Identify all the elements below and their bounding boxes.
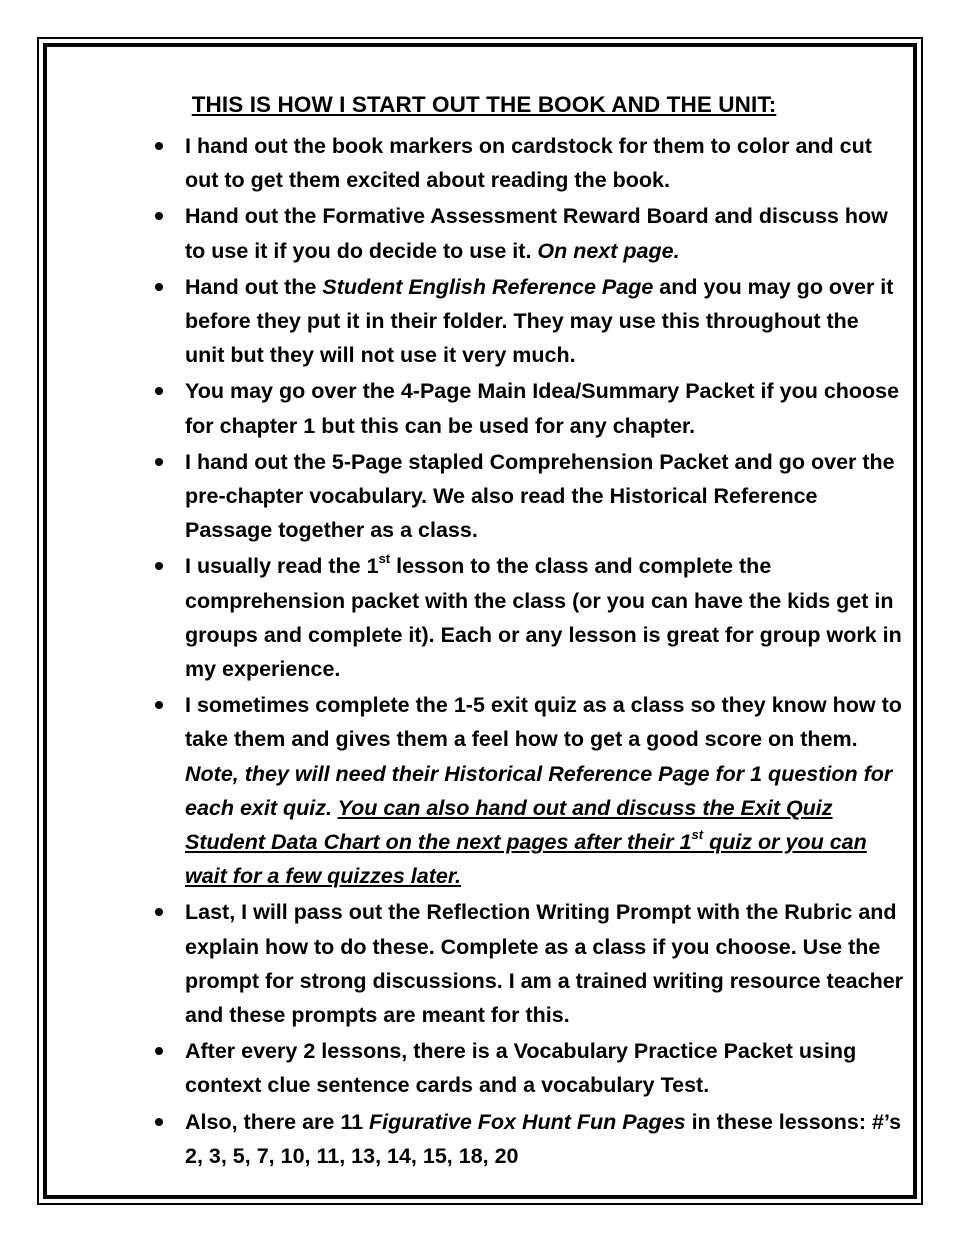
list-item-reward-board: Hand out the Formative Assessment Reward Board and discuss how to use it if you do decide to use it. On next page. — [64, 199, 904, 267]
list-item-summary-packet: You may go over the 4-Page Main Idea/Summary Packet if you choose for chapter 1 but this can be used for any chapter. — [64, 374, 904, 442]
document-body — [64, 92, 904, 1175]
instruction-list — [64, 129, 904, 1173]
list-item-comprehension-packet: I hand out the 5-Page stapled Comprehension Packet and go over the pre-chapter vocabulary. We also read the Historical Reference Passage together as a class. — [64, 445, 904, 548]
list-item-vocabulary-packet: After every 2 lessons, there is a Vocabulary Practice Packet using context clue sentence cards and a vocabulary Test. — [64, 1034, 904, 1102]
list-item-reflection-prompt: Last, I will pass out the Reflection Writing Prompt with the Rubric and explain how to do these. Complete as a class if you choose. Use the prompt for strong discussions. I am a trained writing resource teacher and these prompts are meant for this. — [64, 895, 904, 1032]
list-item-first-lesson: I usually read the 1st lesson to the class and complete the comprehension packet with the class (or you can have the kids get in groups and complete it). Each or any lesson is great for group work in my experience. — [64, 549, 904, 686]
list-item-book-markers: I hand out the book markers on cardstock for them to color and cut out to get them excited about reading the book. — [64, 129, 904, 197]
list-item-fox-hunt: Also, there are 11 Figurative Fox Hunt Fun Pages in these lessons: #’s 2, 3, 5, 7, 10, 11, 13, 14, 15, 18, 20 — [64, 1105, 904, 1173]
underlined-note: You can also hand out and discuss the Exit Quiz Student Data Chart on the next pages after their 1st quiz or you can wait for a few quizzes later. — [185, 795, 867, 889]
list-item-exit-quiz: I sometimes complete the 1-5 exit quiz as a class so they know how to take them and gives them a feel how to get a good score on them. Note, they will need their Historical Reference Page for 1 question for each exit quiz. You can also hand out and discuss the Exit Quiz Student Data Chart on the next pages after their 1st quiz or you can wait for a few quizzes later. — [64, 688, 904, 893]
list-item-reference-page: Hand out the Student English Reference Page and you may go over it before they put it in their folder. They may use this throughout the unit but they will not use it very much. — [64, 270, 904, 373]
page-title: THIS IS HOW I START OUT THE BOOK AND THE UNIT: — [191, 92, 777, 117]
